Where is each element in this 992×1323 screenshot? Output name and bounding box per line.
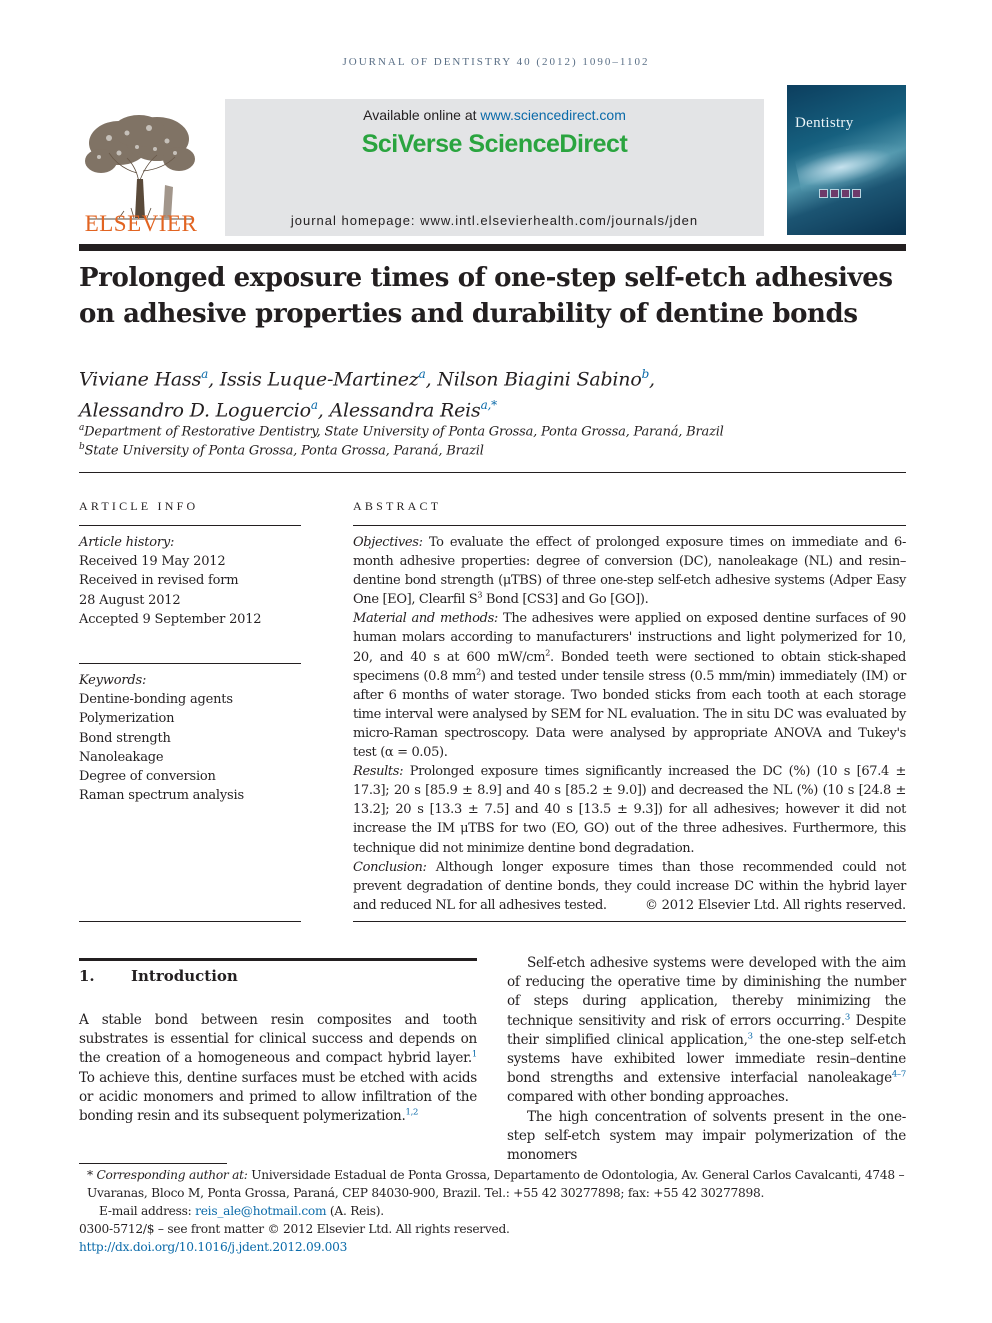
cover-light-beam xyxy=(794,134,906,196)
abstract-rule xyxy=(353,525,906,526)
article-info-rule xyxy=(79,921,301,922)
keyword-item: Nanoleakage xyxy=(79,749,164,765)
conclusion-text: Although longer exposure times than those recommended could not prevent degradation of dentine bonds, they could increase DC within the hybrid layer and reduced NL for all adhesives tested. xyxy=(353,859,906,913)
email-link[interactable]: reis_ale@hotmail.com xyxy=(195,1204,327,1218)
footnote-rule xyxy=(79,1163,227,1164)
journal-homepage[interactable]: journal homepage: www.intl.elsevierhealth.com/journals/jden xyxy=(290,213,699,228)
abstract-objectives xyxy=(353,533,906,609)
body-text: The high concentration of solvents present in the one-step self-etch system may impair polymerization of the monomers xyxy=(507,1108,906,1164)
body-text: Despite their simplified clinical application, xyxy=(507,1012,906,1048)
journal-cover-image xyxy=(787,85,906,235)
conclusion-label: Conclusion: xyxy=(353,859,427,875)
history-label: Article history: xyxy=(79,535,175,550)
footnotes xyxy=(79,1166,906,1256)
methods-label: Material and methods: xyxy=(353,611,498,627)
body-column-right xyxy=(507,954,906,1165)
keyword-item: Bond strength xyxy=(79,730,171,746)
issn-line: 0300-5712/$ – see front matter © 2012 Elsevier Ltd. All rights reserved. xyxy=(79,1222,510,1236)
superscript: 3 xyxy=(477,590,483,600)
sciverse-brand: SciVerse ScienceDirect xyxy=(361,130,628,158)
running-head: JOURNAL OF DENTISTRY 40 (2012) 1090–1102 xyxy=(342,56,650,68)
citation-link[interactable]: 4–7 xyxy=(891,1069,906,1080)
email-label: E-mail address: xyxy=(99,1204,196,1218)
affil-marker: b xyxy=(79,442,85,452)
body-column-left xyxy=(79,1011,477,1126)
superscript: 2 xyxy=(545,648,550,658)
author-affil-marker[interactable]: a xyxy=(418,367,426,381)
objectives-text: To evaluate the effect of prolonged exposure times on immediate and 6-month adhesive properties: degree of conversion (DC), nanoleakage (NL) and resin–dentine bond strength (μTBS) of three one-step self-etch adhesive systems (Adper Easy One [EO], Clearfil S xyxy=(353,535,906,608)
author-name[interactable]: Issis Luque-Martinez xyxy=(219,368,419,391)
history-item: 28 August 2012 xyxy=(79,592,181,608)
body-paragraph xyxy=(507,1108,906,1166)
abstract-methods xyxy=(353,609,906,762)
author-affil-marker[interactable]: a,* xyxy=(480,398,497,413)
affil-marker: a xyxy=(79,423,85,433)
sciencedirect-link[interactable]: www.sciencedirect.com xyxy=(480,107,626,123)
abstract-copyright: © 2012 Elsevier Ltd. All rights reserved. xyxy=(644,898,906,913)
corresponding-author-note xyxy=(79,1166,906,1202)
cover-title: Dentistry xyxy=(795,115,854,131)
body-text: compared with other bonding approaches. xyxy=(507,1089,789,1106)
citation-link[interactable]: 3 xyxy=(747,1031,753,1042)
citation-link[interactable]: 1 xyxy=(471,1049,477,1060)
author-name[interactable]: Nilson Biagini Sabino xyxy=(437,368,642,391)
article-info-rule xyxy=(79,525,301,526)
keyword-item: Dentine-bonding agents xyxy=(79,692,233,708)
history-item: Received 19 May 2012 xyxy=(79,554,226,570)
author-separator: , xyxy=(208,368,220,391)
abstract-body xyxy=(353,533,906,915)
body-paragraph xyxy=(507,954,906,1108)
cover-thumbnail xyxy=(830,189,839,198)
corresponding-label: * Corresponding author at: xyxy=(87,1168,248,1182)
email-suffix: (A. Reis). xyxy=(326,1204,384,1218)
section-number: 1. xyxy=(79,967,95,985)
keyword-item: Degree of conversion xyxy=(79,769,216,785)
methods-text: ) and tested under tensile stress (0.5 mm/min) immediately (IM) or after 6 months of water storage. Two bonded sticks from each tooth at each storage time interval were analysed by SEM for NL evaluation. The in situ DC was evaluated by micro-Raman spectroscopy. Data were analysed by appropriate ANOVA and Tukey's test (α = 0.05). xyxy=(353,668,907,761)
cover-thumbnail xyxy=(819,189,828,198)
author-separator: , xyxy=(649,368,655,391)
author-name[interactable]: Viviane Hass xyxy=(79,368,202,391)
keywords-label: Keywords: xyxy=(79,673,147,688)
author-separator: , xyxy=(317,399,330,422)
author-affil-marker[interactable]: a xyxy=(310,398,318,413)
methods-text: The adhesives were applied on exposed dentine surfaces of 90 human molars according to manufacturers' instructions and light polymerized for 10, 20, and 40 s at 600 mW/cm xyxy=(353,611,906,665)
abstract-results xyxy=(353,762,906,857)
affiliation-a xyxy=(79,423,724,439)
superscript: 2 xyxy=(476,667,481,677)
section-rule xyxy=(79,958,477,961)
elsevier-wordmark: ELSEVIER xyxy=(84,211,198,236)
section-title: Introduction xyxy=(131,967,238,985)
cover-thumbnail xyxy=(852,189,861,198)
cover-thumbnail xyxy=(841,189,850,198)
body-text: To achieve this, dentine surfaces must be etched with acids or acidic monomers and primed to allow infiltration of the bonding resin and its subsequent polymerization. xyxy=(79,1069,477,1125)
corresponding-text: Universidade Estadual de Ponta Grossa, Departamento de Odontologia, Av. General Carlos Cavalcanti, 4748 – Uvaranas, Bloco M, Ponta Grossa, Paraná, CEP 84030-900, Brazil. Tel.: +55 42 30277898; fax: +55 42 30277898. xyxy=(87,1168,905,1200)
keyword-item: Polymerization xyxy=(79,711,175,727)
abstract-rule xyxy=(353,921,906,922)
keywords xyxy=(79,671,301,805)
author-name[interactable]: Alessandra Reis xyxy=(329,399,481,422)
keyword-item: Raman spectrum analysis xyxy=(79,788,244,804)
email-note xyxy=(79,1202,906,1220)
citation-link[interactable]: 3 xyxy=(844,1012,850,1023)
affiliation-b xyxy=(79,442,484,458)
body-text: Self-etch adhesive systems were developed with the aim of reducing the operative time by diminishing the number of steps during application, thereby minimizing the technique sensitivity and risk of errors occurring. xyxy=(507,955,906,1029)
objectives-text-end: Bond [CS3] and Go [GO]). xyxy=(482,592,649,608)
available-online xyxy=(225,107,764,123)
author-list xyxy=(79,361,906,424)
doi-link[interactable]: http://dx.doi.org/10.1016/j.jdent.2012.09.003 xyxy=(79,1240,348,1254)
history-item: Received in revised form xyxy=(79,573,239,589)
author-name[interactable]: Alessandro D. Loguercio xyxy=(79,399,311,422)
body-text: A stable bond between resin composites and tooth substrates is essential for clinical success and depends on the creation of a homogeneous and compact hybrid layer. xyxy=(79,1012,477,1067)
results-label: Results: xyxy=(353,764,404,780)
article-info-rule xyxy=(79,663,301,664)
header-rule xyxy=(79,244,906,251)
citation-link[interactable]: 1,2 xyxy=(405,1107,419,1118)
author-affil-marker[interactable]: b xyxy=(641,367,650,381)
available-prefix: Available online at xyxy=(363,107,481,123)
objectives-label: Objectives: xyxy=(353,535,423,550)
cover-thumbnails xyxy=(819,189,861,198)
affiliation-rule xyxy=(79,472,906,473)
affil-text: State University of Ponta Grossa, Ponta Grossa, Paraná, Brazil xyxy=(84,443,484,459)
body-text: the one-step self-etch systems have exhibited lower immediate resin–dentine bond strengths and extensive interfacial nanoleakage xyxy=(507,1031,906,1087)
author-affil-marker[interactable]: a xyxy=(201,367,209,381)
affil-text: Department of Restorative Dentistry, State University of Ponta Grossa, Ponta Grossa, Paraná, Brazil xyxy=(84,424,724,440)
history-item: Accepted 9 September 2012 xyxy=(79,611,262,627)
results-text: Prolonged exposure times significantly increased the DC (%) (10 s [67.4 ± 17.3]; 20 s [85.9 ± 8.9] and 40 s [85.2 ± 9.0]) and decreased the NL (%) (10 s [24.8 ± 13.2]; 20 s [13.3 ± 7.5] and 40 s [13.5 ± 9.3]) for all adhesives; however it did not increase the IM μTBS for two (EO, GO) out of the three adhesives. Furthermore, this technique did not minimize dentine bond degradation. xyxy=(353,764,906,856)
abstract-heading: ABSTRACT xyxy=(353,499,442,513)
article-history xyxy=(79,533,301,629)
methods-text: . Bonded teeth were sectioned to obtain stick-shaped specimens (0.8 mm xyxy=(353,649,907,684)
article-info-heading: ARTICLE INFO xyxy=(79,499,199,513)
article-title: Prolonged exposure times of one-step self-etch adhesives on adhesive properties and durability of dentine bonds xyxy=(79,263,893,329)
body-paragraph xyxy=(79,1011,477,1126)
author-separator: , xyxy=(425,368,438,391)
